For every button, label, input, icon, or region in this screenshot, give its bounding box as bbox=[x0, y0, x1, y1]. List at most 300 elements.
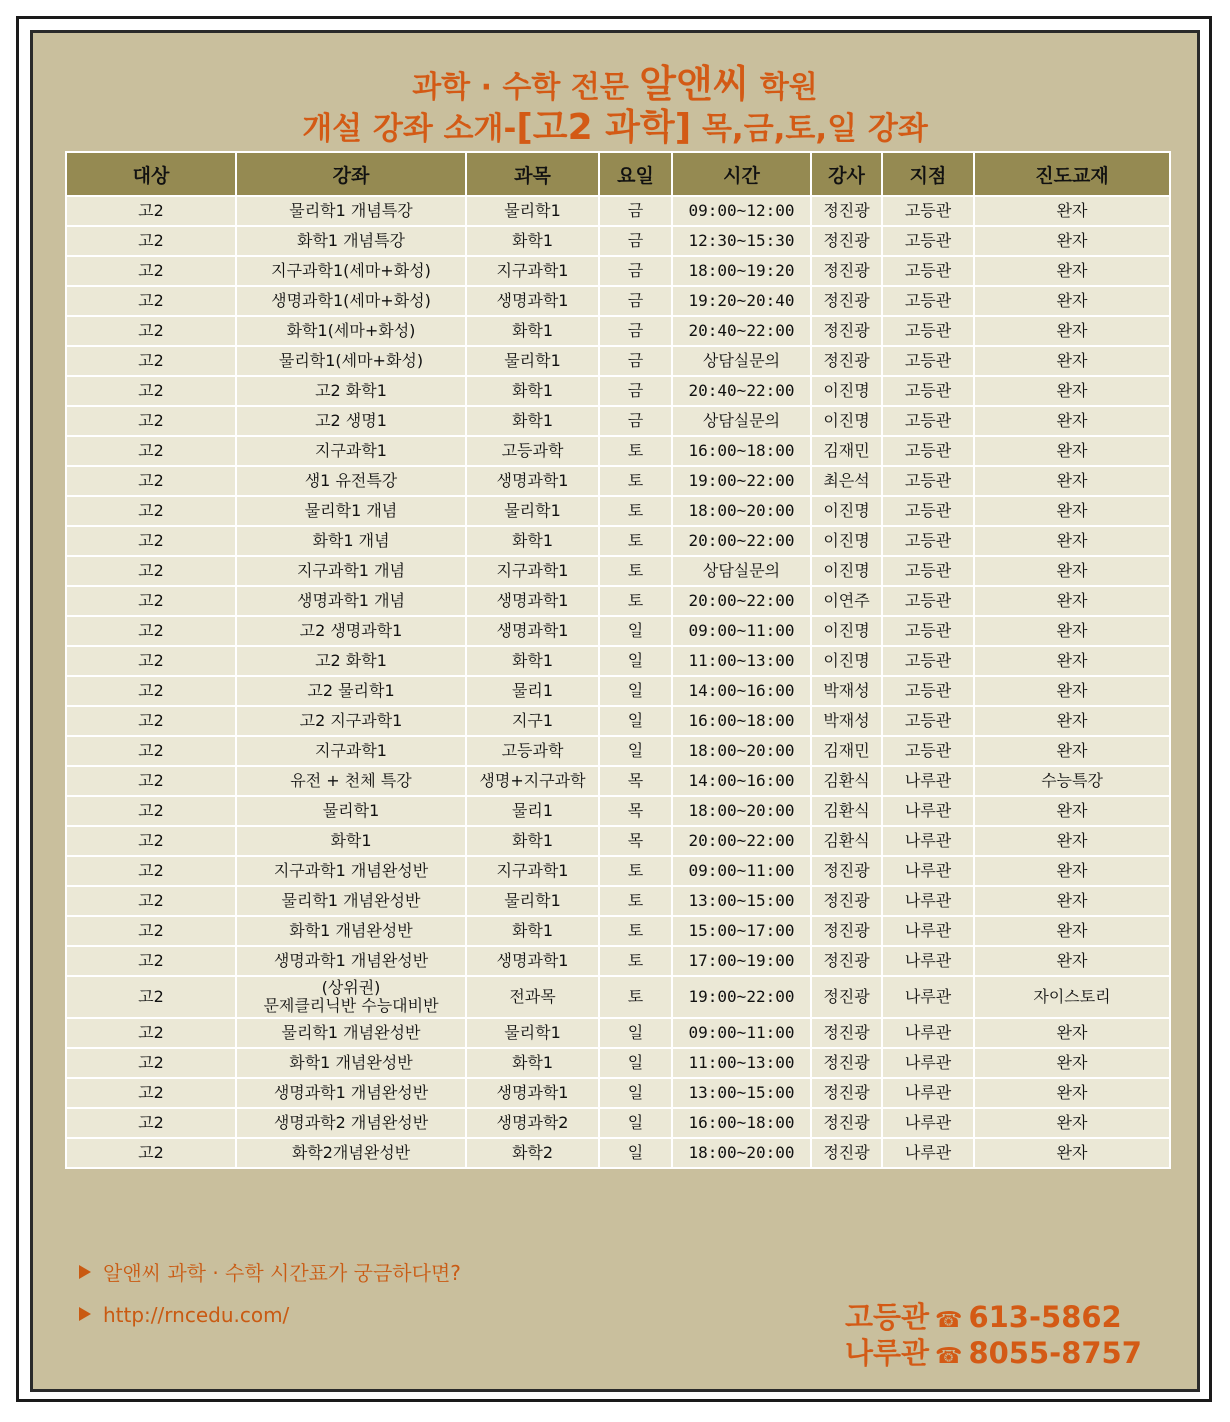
cell-branch: 고등관 bbox=[882, 226, 974, 256]
table-row bbox=[66, 286, 1170, 316]
cell-subject: 지구1 bbox=[466, 706, 599, 736]
cell-instructor: 이진명 bbox=[811, 406, 882, 436]
cell-branch: 고등관 bbox=[882, 556, 974, 586]
table-row bbox=[66, 616, 1170, 646]
cell-time: 상담실문의 bbox=[672, 556, 811, 586]
cell-target: 고2 bbox=[66, 1018, 236, 1048]
cell-instructor: 이진명 bbox=[811, 526, 882, 556]
cell-branch: 고등관 bbox=[882, 736, 974, 766]
cell-subject: 생명+지구과학 bbox=[466, 766, 599, 796]
title2-prefix: 개설 강좌 소개- bbox=[302, 111, 517, 147]
cell-day: 일 bbox=[599, 1048, 672, 1078]
cell-target: 고2 bbox=[66, 676, 236, 706]
cell-textbook: 완자 bbox=[974, 916, 1170, 946]
cell-target: 고2 bbox=[66, 646, 236, 676]
table-row bbox=[66, 706, 1170, 736]
cell-course: 화학1 개념 bbox=[236, 526, 466, 556]
cell-day: 금 bbox=[599, 196, 672, 226]
table-row bbox=[66, 346, 1170, 376]
cell-day: 토 bbox=[599, 946, 672, 976]
cell-time: 20:00~22:00 bbox=[672, 826, 811, 856]
cell-subject: 생명과학1 bbox=[466, 1078, 599, 1108]
cell-day: 토 bbox=[599, 466, 672, 496]
cell-branch: 나루관 bbox=[882, 1108, 974, 1138]
cell-instructor: 김재민 bbox=[811, 436, 882, 466]
cell-time: 19:00~22:00 bbox=[672, 466, 811, 496]
cell-time: 11:00~13:00 bbox=[672, 1048, 811, 1078]
cell-branch: 나루관 bbox=[882, 886, 974, 916]
cell-subject: 물리학1 bbox=[466, 496, 599, 526]
cell-instructor: 김환식 bbox=[811, 766, 882, 796]
cell-textbook: 완자 bbox=[974, 1078, 1170, 1108]
cell-target: 고2 bbox=[66, 256, 236, 286]
cell-course: 물리학1 개념 bbox=[236, 496, 466, 526]
cell-target: 고2 bbox=[66, 226, 236, 256]
cell-course: 지구과학1(세마+화성) bbox=[236, 256, 466, 286]
cell-course: 고2 물리학1 bbox=[236, 676, 466, 706]
cell-textbook: 수능특강 bbox=[974, 766, 1170, 796]
table-row bbox=[66, 1048, 1170, 1078]
cell-course: 지구과학1 개념 bbox=[236, 556, 466, 586]
table-header-row bbox=[66, 152, 1170, 196]
cell-day: 목 bbox=[599, 826, 672, 856]
cell-instructor: 이진명 bbox=[811, 496, 882, 526]
title-prefix: 과학 · 수학 전문 bbox=[412, 70, 629, 105]
cell-textbook: 완자 bbox=[974, 376, 1170, 406]
cell-time: 09:00~11:00 bbox=[672, 856, 811, 886]
cell-time: 13:00~15:00 bbox=[672, 886, 811, 916]
cell-course: 화학1(세마+화성) bbox=[236, 316, 466, 346]
cell-subject: 전과목 bbox=[466, 976, 599, 1018]
cell-course: 유전 + 천체 특강 bbox=[236, 766, 466, 796]
cell-branch: 고등관 bbox=[882, 316, 974, 346]
cell-day: 목 bbox=[599, 796, 672, 826]
cell-target: 고2 bbox=[66, 406, 236, 436]
cell-instructor: 정진광 bbox=[811, 346, 882, 376]
table-row bbox=[66, 436, 1170, 466]
cell-textbook: 완자 bbox=[974, 886, 1170, 916]
table-row bbox=[66, 676, 1170, 706]
cell-instructor: 김환식 bbox=[811, 826, 882, 856]
cell-subject: 생명과학1 bbox=[466, 286, 599, 316]
cell-instructor: 정진광 bbox=[811, 1078, 882, 1108]
cell-day: 일 bbox=[599, 646, 672, 676]
cell-time: 14:00~16:00 bbox=[672, 766, 811, 796]
arrow-right-icon bbox=[79, 1265, 91, 1279]
cell-textbook: 완자 bbox=[974, 796, 1170, 826]
cell-target: 고2 bbox=[66, 796, 236, 826]
cell-textbook: 완자 bbox=[974, 436, 1170, 466]
cell-course: 고2 생명1 bbox=[236, 406, 466, 436]
cell-day: 일 bbox=[599, 676, 672, 706]
arrow-right-icon bbox=[79, 1307, 91, 1321]
cell-branch: 고등관 bbox=[882, 256, 974, 286]
cell-instructor: 정진광 bbox=[811, 916, 882, 946]
cell-day: 일 bbox=[599, 616, 672, 646]
table-row bbox=[66, 1138, 1170, 1168]
cell-time: 20:40~22:00 bbox=[672, 376, 811, 406]
cell-course: 고2 지구과학1 bbox=[236, 706, 466, 736]
cell-branch: 고등관 bbox=[882, 706, 974, 736]
cell-textbook: 완자 bbox=[974, 946, 1170, 976]
cell-course: (상위권) 문제클리닉반 수능대비반 bbox=[236, 976, 466, 1018]
cell-target: 고2 bbox=[66, 466, 236, 496]
cell-subject: 화학1 bbox=[466, 406, 599, 436]
cell-instructor: 정진광 bbox=[811, 1048, 882, 1078]
cell-course: 화학1 개념완성반 bbox=[236, 1048, 466, 1078]
cell-target: 고2 bbox=[66, 496, 236, 526]
cell-subject: 화학1 bbox=[466, 376, 599, 406]
cell-textbook: 완자 bbox=[974, 556, 1170, 586]
cell-course: 물리학1 개념특강 bbox=[236, 196, 466, 226]
col-header-textbook: 진도교재 bbox=[974, 152, 1170, 196]
telephone-icon: ☎ bbox=[935, 1308, 963, 1333]
cell-subject: 물리학1 bbox=[466, 886, 599, 916]
phone2-branch: 나루관 bbox=[845, 1336, 930, 1370]
cell-target: 고2 bbox=[66, 586, 236, 616]
col-header-subject: 과목 bbox=[466, 152, 599, 196]
cell-day: 일 bbox=[599, 736, 672, 766]
cell-time: 19:00~22:00 bbox=[672, 976, 811, 1018]
col-header-course: 강좌 bbox=[236, 152, 466, 196]
cell-day: 토 bbox=[599, 496, 672, 526]
cell-branch: 고등관 bbox=[882, 586, 974, 616]
cell-textbook: 자이스토리 bbox=[974, 976, 1170, 1018]
phone-godeung bbox=[845, 1295, 1122, 1336]
cell-instructor: 김환식 bbox=[811, 796, 882, 826]
cell-target: 고2 bbox=[66, 1138, 236, 1168]
cell-instructor: 정진광 bbox=[811, 946, 882, 976]
cell-branch: 나루관 bbox=[882, 856, 974, 886]
cell-course: 생명과학1 개념완성반 bbox=[236, 946, 466, 976]
cell-course: 고2 생명과학1 bbox=[236, 616, 466, 646]
cell-textbook: 완자 bbox=[974, 586, 1170, 616]
cell-day: 토 bbox=[599, 886, 672, 916]
cell-course: 물리학1 개념완성반 bbox=[236, 886, 466, 916]
cell-time: 18:00~20:00 bbox=[672, 496, 811, 526]
cell-target: 고2 bbox=[66, 706, 236, 736]
cell-branch: 고등관 bbox=[882, 346, 974, 376]
cell-course: 지구과학1 bbox=[236, 736, 466, 766]
cell-branch: 나루관 bbox=[882, 976, 974, 1018]
cell-instructor: 김재민 bbox=[811, 736, 882, 766]
cell-target: 고2 bbox=[66, 286, 236, 316]
cell-time: 13:00~15:00 bbox=[672, 1078, 811, 1108]
cell-time: 16:00~18:00 bbox=[672, 436, 811, 466]
cell-textbook: 완자 bbox=[974, 496, 1170, 526]
col-header-time: 시간 bbox=[672, 152, 811, 196]
cell-branch: 고등관 bbox=[882, 436, 974, 466]
cell-target: 고2 bbox=[66, 436, 236, 466]
cell-textbook: 완자 bbox=[974, 676, 1170, 706]
cell-course: 생1 유전특강 bbox=[236, 466, 466, 496]
cell-course: 화학1 개념특강 bbox=[236, 226, 466, 256]
table-row bbox=[66, 736, 1170, 766]
table-row bbox=[66, 886, 1170, 916]
cell-course: 화학1 bbox=[236, 826, 466, 856]
title2-highlight: [고2 과학] bbox=[516, 107, 692, 148]
cell-subject: 화학1 bbox=[466, 1048, 599, 1078]
timetable-link-text: 알앤씨 과학 · 수학 시간표가 궁금하다면? bbox=[103, 1261, 461, 1285]
cell-target: 고2 bbox=[66, 526, 236, 556]
cell-branch: 고등관 bbox=[882, 466, 974, 496]
table-row bbox=[66, 1108, 1170, 1138]
cell-target: 고2 bbox=[66, 1078, 236, 1108]
cell-subject: 물리학1 bbox=[466, 196, 599, 226]
cell-instructor: 이진명 bbox=[811, 646, 882, 676]
table-row bbox=[66, 526, 1170, 556]
content-panel bbox=[30, 30, 1200, 1392]
table-row bbox=[66, 1018, 1170, 1048]
cell-time: 16:00~18:00 bbox=[672, 1108, 811, 1138]
cell-textbook: 완자 bbox=[974, 736, 1170, 766]
phone1-number: 613-5862 bbox=[968, 1300, 1122, 1334]
cell-branch: 고등관 bbox=[882, 196, 974, 226]
cell-branch: 나루관 bbox=[882, 946, 974, 976]
cell-course: 지구과학1 bbox=[236, 436, 466, 466]
table-row bbox=[66, 256, 1170, 286]
cell-day: 일 bbox=[599, 706, 672, 736]
cell-textbook: 완자 bbox=[974, 856, 1170, 886]
cell-textbook: 완자 bbox=[974, 646, 1170, 676]
cell-day: 일 bbox=[599, 1078, 672, 1108]
cell-branch: 고등관 bbox=[882, 646, 974, 676]
table-row bbox=[66, 856, 1170, 886]
cell-time: 20:40~22:00 bbox=[672, 316, 811, 346]
cell-time: 20:00~22:00 bbox=[672, 586, 811, 616]
cell-target: 고2 bbox=[66, 376, 236, 406]
cell-branch: 나루관 bbox=[882, 1078, 974, 1108]
cell-time: 18:00~20:00 bbox=[672, 1138, 811, 1168]
cell-day: 토 bbox=[599, 856, 672, 886]
cell-day: 금 bbox=[599, 226, 672, 256]
cell-subject: 지구과학1 bbox=[466, 856, 599, 886]
cell-course: 물리학1 bbox=[236, 796, 466, 826]
cell-day: 일 bbox=[599, 1108, 672, 1138]
cell-time: 18:00~19:20 bbox=[672, 256, 811, 286]
cell-day: 목 bbox=[599, 766, 672, 796]
cell-textbook: 완자 bbox=[974, 466, 1170, 496]
cell-target: 고2 bbox=[66, 946, 236, 976]
table-row bbox=[66, 496, 1170, 526]
cell-day: 일 bbox=[599, 1138, 672, 1168]
timetable-link[interactable] bbox=[79, 1257, 461, 1286]
table-row bbox=[66, 946, 1170, 976]
cell-day: 금 bbox=[599, 316, 672, 346]
table-row bbox=[66, 376, 1170, 406]
cell-course: 지구과학1 개념완성반 bbox=[236, 856, 466, 886]
table-row bbox=[66, 316, 1170, 346]
cell-day: 토 bbox=[599, 436, 672, 466]
cell-textbook: 완자 bbox=[974, 1018, 1170, 1048]
title2-suffix: 목,금,토,일 강좌 bbox=[701, 111, 928, 147]
cell-target: 고2 bbox=[66, 556, 236, 586]
cell-branch: 나루관 bbox=[882, 916, 974, 946]
cell-branch: 고등관 bbox=[882, 376, 974, 406]
cell-subject: 화학1 bbox=[466, 646, 599, 676]
cell-target: 고2 bbox=[66, 316, 236, 346]
table-row bbox=[66, 976, 1170, 1018]
cell-target: 고2 bbox=[66, 346, 236, 376]
cell-branch: 나루관 bbox=[882, 766, 974, 796]
cell-subject: 생명과학1 bbox=[466, 586, 599, 616]
cell-course: 화학2개념완성반 bbox=[236, 1138, 466, 1168]
website-link[interactable] bbox=[79, 1303, 289, 1327]
cell-target: 고2 bbox=[66, 1048, 236, 1078]
cell-subject: 물리1 bbox=[466, 676, 599, 706]
cell-textbook: 완자 bbox=[974, 616, 1170, 646]
cell-day: 토 bbox=[599, 976, 672, 1018]
cell-subject: 물리1 bbox=[466, 796, 599, 826]
cell-subject: 고등과학 bbox=[466, 436, 599, 466]
cell-instructor: 최은석 bbox=[811, 466, 882, 496]
cell-instructor: 박재성 bbox=[811, 676, 882, 706]
cell-subject: 화학2 bbox=[466, 1138, 599, 1168]
cell-subject: 생명과학1 bbox=[466, 466, 599, 496]
cell-textbook: 완자 bbox=[974, 256, 1170, 286]
cell-instructor: 정진광 bbox=[811, 976, 882, 1018]
website-link-text: http://rncedu.com/ bbox=[103, 1303, 290, 1327]
cell-time: 상담실문의 bbox=[672, 346, 811, 376]
cell-instructor: 정진광 bbox=[811, 1138, 882, 1168]
table-row bbox=[66, 826, 1170, 856]
cell-course: 생명과학1(세마+화성) bbox=[236, 286, 466, 316]
cell-target: 고2 bbox=[66, 826, 236, 856]
cell-branch: 고등관 bbox=[882, 286, 974, 316]
cell-textbook: 완자 bbox=[974, 1108, 1170, 1138]
table-row bbox=[66, 916, 1170, 946]
cell-branch: 나루관 bbox=[882, 796, 974, 826]
cell-target: 고2 bbox=[66, 196, 236, 226]
title-line-2 bbox=[33, 99, 1197, 150]
cell-day: 토 bbox=[599, 586, 672, 616]
cell-instructor: 정진광 bbox=[811, 256, 882, 286]
cell-target: 고2 bbox=[66, 616, 236, 646]
cell-subject: 물리학1 bbox=[466, 346, 599, 376]
cell-course: 물리학1(세마+화성) bbox=[236, 346, 466, 376]
cell-course: 물리학1 개념완성반 bbox=[236, 1018, 466, 1048]
cell-subject: 물리학1 bbox=[466, 1018, 599, 1048]
cell-target: 고2 bbox=[66, 916, 236, 946]
cell-branch: 고등관 bbox=[882, 616, 974, 646]
phone2-number: 8055-8757 bbox=[968, 1336, 1142, 1370]
cell-instructor: 이연주 bbox=[811, 586, 882, 616]
cell-subject: 화학1 bbox=[466, 916, 599, 946]
table-row bbox=[66, 586, 1170, 616]
cell-instructor: 정진광 bbox=[811, 886, 882, 916]
cell-textbook: 완자 bbox=[974, 1048, 1170, 1078]
schedule-table bbox=[65, 151, 1171, 1169]
cell-time: 19:20~20:40 bbox=[672, 286, 811, 316]
cell-course: 생명과학2 개념완성반 bbox=[236, 1108, 466, 1138]
cell-instructor: 이진명 bbox=[811, 556, 882, 586]
table-row bbox=[66, 466, 1170, 496]
cell-target: 고2 bbox=[66, 766, 236, 796]
brand-name: 알앤씨 bbox=[639, 62, 750, 106]
cell-day: 금 bbox=[599, 346, 672, 376]
cell-course: 화학1 개념완성반 bbox=[236, 916, 466, 946]
cell-instructor: 이진명 bbox=[811, 376, 882, 406]
cell-target: 고2 bbox=[66, 856, 236, 886]
cell-target: 고2 bbox=[66, 1108, 236, 1138]
cell-time: 상담실문의 bbox=[672, 406, 811, 436]
table-row bbox=[66, 796, 1170, 826]
cell-branch: 나루관 bbox=[882, 826, 974, 856]
cell-textbook: 완자 bbox=[974, 226, 1170, 256]
col-header-instructor: 강사 bbox=[811, 152, 882, 196]
cell-day: 금 bbox=[599, 376, 672, 406]
cell-instructor: 정진광 bbox=[811, 226, 882, 256]
cell-instructor: 정진광 bbox=[811, 196, 882, 226]
cell-branch: 고등관 bbox=[882, 676, 974, 706]
cell-subject: 화학1 bbox=[466, 316, 599, 346]
cell-subject: 지구과학1 bbox=[466, 256, 599, 286]
table-row bbox=[66, 646, 1170, 676]
cell-course: 고2 화학1 bbox=[236, 646, 466, 676]
cell-time: 18:00~20:00 bbox=[672, 796, 811, 826]
cell-time: 09:00~12:00 bbox=[672, 196, 811, 226]
cell-day: 금 bbox=[599, 406, 672, 436]
cell-textbook: 완자 bbox=[974, 1138, 1170, 1168]
cell-course: 고2 화학1 bbox=[236, 376, 466, 406]
cell-textbook: 완자 bbox=[974, 406, 1170, 436]
cell-subject: 생명과학2 bbox=[466, 1108, 599, 1138]
cell-instructor: 정진광 bbox=[811, 1108, 882, 1138]
cell-day: 금 bbox=[599, 286, 672, 316]
cell-instructor: 정진광 bbox=[811, 1018, 882, 1048]
cell-time: 15:00~17:00 bbox=[672, 916, 811, 946]
table-row bbox=[66, 196, 1170, 226]
cell-day: 토 bbox=[599, 916, 672, 946]
cell-subject: 화학1 bbox=[466, 226, 599, 256]
cell-instructor: 이진명 bbox=[811, 616, 882, 646]
cell-subject: 화학1 bbox=[466, 826, 599, 856]
cell-textbook: 완자 bbox=[974, 826, 1170, 856]
table-body bbox=[66, 196, 1170, 1168]
cell-textbook: 완자 bbox=[974, 196, 1170, 226]
cell-branch: 고등관 bbox=[882, 526, 974, 556]
cell-branch: 고등관 bbox=[882, 496, 974, 526]
cell-time: 09:00~11:00 bbox=[672, 616, 811, 646]
cell-textbook: 완자 bbox=[974, 526, 1170, 556]
cell-day: 금 bbox=[599, 256, 672, 286]
cell-branch: 나루관 bbox=[882, 1018, 974, 1048]
cell-instructor: 정진광 bbox=[811, 286, 882, 316]
cell-time: 14:00~16:00 bbox=[672, 676, 811, 706]
telephone-icon: ☎ bbox=[935, 1344, 963, 1369]
cell-subject: 화학1 bbox=[466, 526, 599, 556]
cell-branch: 나루관 bbox=[882, 1138, 974, 1168]
cell-course: 생명과학1 개념 bbox=[236, 586, 466, 616]
phone1-branch: 고등관 bbox=[845, 1300, 930, 1334]
table-row bbox=[66, 556, 1170, 586]
cell-time: 17:00~19:00 bbox=[672, 946, 811, 976]
cell-subject: 생명과학1 bbox=[466, 946, 599, 976]
table-row bbox=[66, 766, 1170, 796]
table-row bbox=[66, 406, 1170, 436]
phone-naru bbox=[845, 1331, 1142, 1372]
cell-time: 16:00~18:00 bbox=[672, 706, 811, 736]
cell-time: 18:00~20:00 bbox=[672, 736, 811, 766]
cell-time: 20:00~22:00 bbox=[672, 526, 811, 556]
cell-textbook: 완자 bbox=[974, 286, 1170, 316]
cell-instructor: 정진광 bbox=[811, 316, 882, 346]
col-header-branch: 지점 bbox=[882, 152, 974, 196]
table-row bbox=[66, 1078, 1170, 1108]
cell-branch: 나루관 bbox=[882, 1048, 974, 1078]
title-suffix: 학원 bbox=[759, 70, 818, 105]
cell-course: 생명과학1 개념완성반 bbox=[236, 1078, 466, 1108]
